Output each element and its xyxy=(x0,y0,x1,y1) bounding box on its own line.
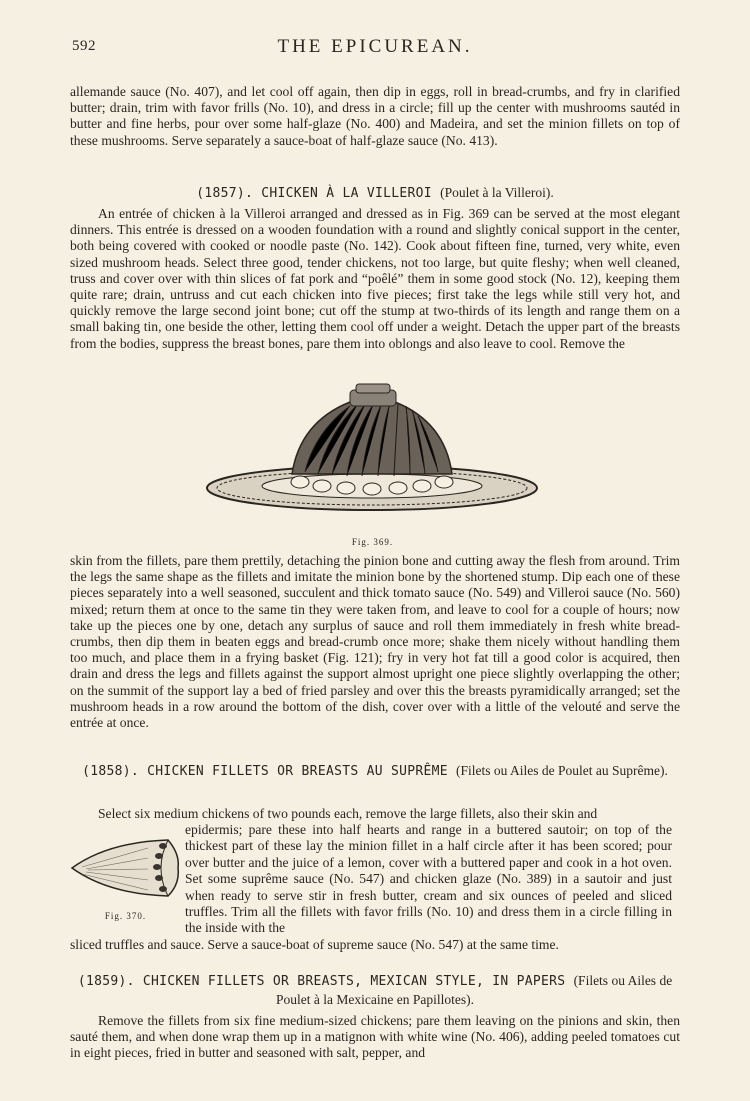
recipe-1857-french-title: (Poulet à la Villeroi). xyxy=(440,185,554,200)
figure-369 xyxy=(200,382,545,547)
recipe-1858-title: (1858). CHICKEN FILLETS OR BREASTS AU SUPRÊME xyxy=(82,764,448,779)
recipe-1859-paragraph-1: Remove the fillets from six fine medium-sized chickens; pare them leaving on the pinions and skin, then sauté them, and when done wrap them up in a matignon with white wine (No. 406), adding peeled tomatoes cut in eight pieces, fried in butter and seasoned with salt, pepper, and xyxy=(70,1013,680,1061)
fillet-illustration xyxy=(68,834,183,900)
recipe-1858-paragraph-first-line: Select six medium chickens of two pounds each, remove the large fillets, also their skin and xyxy=(98,806,598,821)
figure-370 xyxy=(68,834,183,921)
recipe-1858-paragraph-last-line: sliced truffles and sauce. Serve a sauce-boat of supreme sauce (No. 547) at the same time. xyxy=(70,937,559,952)
recipe-1858-french-title: (Filets ou Ailes de Poulet au Suprême). xyxy=(455,763,668,778)
recipe-1858-heading xyxy=(70,762,680,781)
recipe-1858-paragraph-wrapped: epidermis; pare these into half hearts and range in a buttered sautoir; on top of the thickest part of these lay the minion fillet in a half circle after it has been scored; pour over butter and the juice of a lemon, cover with a buttered paper and cook in a hot oven. Set some suprême sauce (No. 547) and chicken glaze (No. 389) in a sautoir and just when ready to serve stir in fresh butter, cream and six ounces of peeled and sliced truffles. Trim all the fillets with favor frills (No. 10) and dress them in a circle filling in the inside with the xyxy=(185,822,672,936)
intro-paragraph: allemande sauce (No. 407), and let cool off again, then dip in eggs, roll in bread-crumbs, and fry in clarified butter; drain, trim with favor frills (No. 10), and dress in a circle; fill up the center with mushrooms sautéd in butter and fine herbs, pour over some half-glaze (No. 400) and Madeira, and set the minion fillets on top of these mushrooms. Serve separately a sauce-boat of half-glaze sauce (No. 413). xyxy=(70,84,680,148)
chicken-villeroi-illustration xyxy=(200,382,545,514)
recipe-1857-paragraph-1: An entrée of chicken à la Villeroi arranged and dressed as in Fig. 369 can be served at the most elegant dinners. This entrée is dressed on a wooden foundation with a round and slightly conical support in the center, both being covered with cooked or noodle paste (No. 142). Cook about fifteen fine, turned, very white, even sized mushroom heads. Select three good, tender chickens, not too large, but quite fleshy; when well cleaned, truss and cover over with thin slices of fat pork and “poêlé” them in some good stock (No. 12), keeping them quite rare; drain, untruss and cut each chicken into five pieces; first take the legs while still very hot, and quickly remove the large second joint bone; cut off the stump at two-thirds of its length and range them on a small baking tin, one beside the other, letting them cool off under a weight. Detach the upper part of the breasts from the bodies, suppress the breast bones, pare them into oblongs and also leave to cool. Remove the xyxy=(70,206,680,351)
recipe-1857-title: (1857). CHICKEN À LA VILLEROI xyxy=(196,186,432,201)
recipe-1859-french-title: (Filets ou Ailes de Poulet à la Mexicaine en Papillotes). xyxy=(276,973,673,1007)
recipe-1859-title: (1859). CHICKEN FILLETS OR BREASTS, MEXICAN STYLE, IN PAPERS xyxy=(77,974,566,989)
recipe-1857-paragraph-2: skin from the fillets, pare them prettily, detaching the pinion bone and cutting away the flesh from around. Trim the legs the same shape as the fillets and imitate the minion bone by the shortened stump. Dip each one of these pieces separately into a well seasoned, succulent and thick tomato sauce (No. 549) and Villeroi sauce (No. 560) mixed; return them at once to the same tin they were taken from, and leave to cool for a couple of hours; now take up the pieces one by one, detach any surplus of sauce and roll them immediately in fresh white bread-crumbs, then dip them in beaten eggs and bread-crumb once more; shake them nicely without handling them too much, and place them in a frying basket (Fig. 121); fry in very hot fat till a good color is acquired, then drain and dress the legs and fillets against the support almost upright one piece slightly overlapping the other; on the summit of the support lay a bed of fried parsley and over this the breasts pyramidically arranged; set the mushroom heads in a row around the bottom of the dish, cover over with a little of the velouté and serve the entrée at once. xyxy=(70,553,680,731)
page-number: 592 xyxy=(72,38,96,54)
recipe-1859-heading xyxy=(70,972,680,1010)
figure-369-caption: Fig. 369. xyxy=(351,537,394,547)
figure-370-caption: Fig. 370. xyxy=(104,911,147,921)
recipe-1857-heading xyxy=(70,184,680,203)
running-title: THE EPICUREAN. xyxy=(277,36,473,57)
page-header xyxy=(72,38,678,62)
